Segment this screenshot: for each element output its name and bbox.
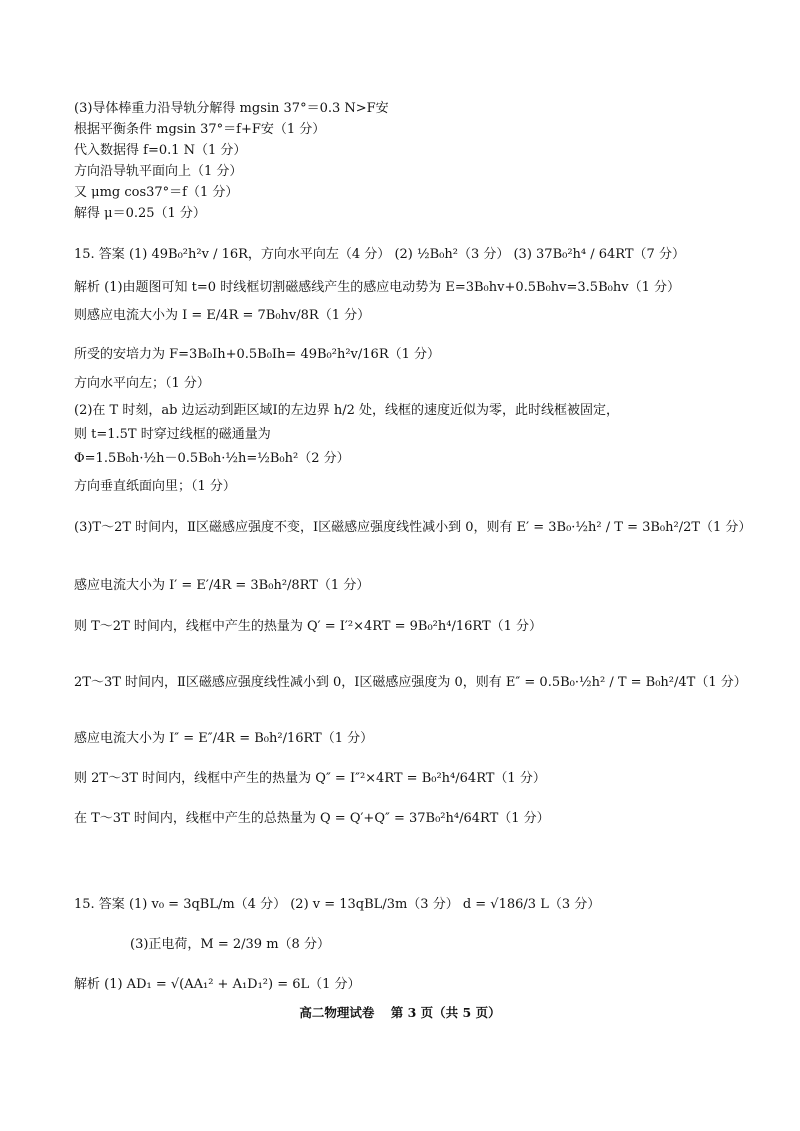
analysis-line-5: (2)在 T 时刻，ab 边运动到距区域Ⅰ的左边界 h/2 处，线框的速度近似为零，此时线框被固定，: [74, 403, 619, 418]
analysis-line-7: Φ=1.5B₀h·½h－0.5B₀h·½h=½B₀h²（2 分）: [74, 451, 350, 466]
page-footer: [0, 1003, 800, 1021]
analysis-line-11: 则 T～2T 时间内，线框中产生的热量为 Q′ = I′²×4RT = 9B₀²h⁴/16RT（1 分）: [74, 619, 543, 634]
line-2: 根据平衡条件 mgsin 37°＝f+F安（1 分）: [74, 122, 326, 137]
analysis-line-10: 感应电流大小为 I′ = E′/4R = 3B₀h²/8RT（1 分）: [74, 578, 370, 593]
footer-title: 高二物理试卷: [299, 1005, 375, 1020]
line-1: (3)导体棒重力沿导轨分解得 mgsin 37°＝0.3 N>F安: [74, 101, 389, 116]
line-5: 又 μmg cos37°＝f（1 分）: [74, 185, 239, 200]
analysis-line-8: 方向垂直纸面向里；（1 分）: [74, 479, 236, 494]
line-3: 代入数据得 f=0.1 N（1 分）: [74, 143, 247, 158]
analysis-line-13: 感应电流大小为 I″ = E″/4R = B₀h²/16RT（1 分）: [74, 731, 374, 746]
analysis-line-1: 解析 (1)由题图可知 t=0 时线框切割磁感线产生的感应电动势为 E=3B₀hv+0.5B₀hv=3.5B₀hv（1 分）: [74, 280, 680, 295]
analysis-line-6: 则 t=1.5T 时穿过线框的磁通量为: [74, 427, 271, 442]
line-4: 方向沿导轨平面向上（1 分）: [74, 164, 243, 179]
analysis-line-2: 则感应电流大小为 I = E/4R = 7B₀hv/8R（1 分）: [74, 308, 371, 323]
answer-15b-line-2: (3)正电荷，M = 2/39 m（8 分）: [130, 937, 330, 952]
answer-15a-header: 15. 答案 (1) 49B₀²h²v / 16R，方向水平向左（4 分） (2) ½B₀h²（3 分） (3) 37B₀²h⁴ / 64RT（7 分）: [74, 247, 685, 262]
analysis-line-4: 方向水平向左；（1 分）: [74, 376, 210, 391]
analysis-line-3: 所受的安培力为 F=3B₀Ih+0.5B₀Ih= 49B₀²h²v/16R（1 分）: [74, 347, 441, 362]
analysis-15b-line-1: 解析 (1) AD₁ = √(AA₁² + A₁D₁²) = 6L（1 分）: [74, 977, 361, 992]
analysis-line-9: (3)T～2T 时间内，Ⅱ区磁感应强度不变，Ⅰ区磁感应强度线性减小到 0，则有 E′ = 3B₀·½h² / T = 3B₀h²/2T（1 分）: [74, 520, 752, 535]
line-6: 解得 μ＝0.25（1 分）: [74, 206, 206, 221]
analysis-line-15: 在 T～3T 时间内，线框中产生的总热量为 Q = Q′+Q″ = 37B₀²h⁴/64RT（1 分）: [74, 811, 550, 826]
analysis-line-12: 2T～3T 时间内，Ⅱ区磁感应强度线性减小到 0，Ⅰ区磁感应强度为 0，则有 E″ = 0.5B₀·½h² / T = B₀h²/4T（1 分）: [74, 675, 747, 690]
footer-page-number: 第 3 页（共 5 页）: [390, 1005, 501, 1020]
analysis-line-14: 则 2T～3T 时间内，线框中产生的热量为 Q″ = I″²×4RT = B₀²h⁴/64RT（1 分）: [74, 771, 546, 786]
answer-15b-header: 15. 答案 (1) v₀ = 3qBL/m（4 分） (2) v = 13qBL/3m（3 分） d = √186/3 L（3 分）: [74, 897, 601, 912]
